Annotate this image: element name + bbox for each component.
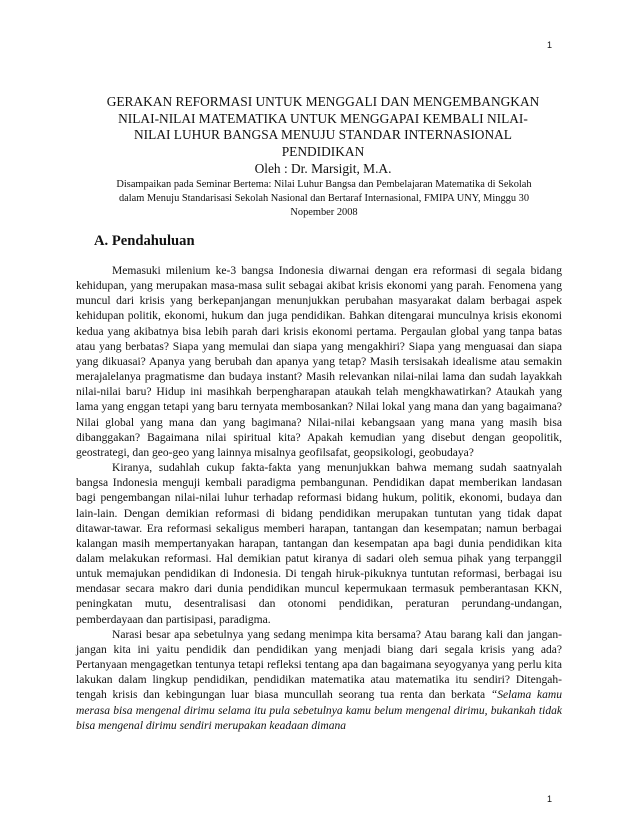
document-title	[76, 94, 570, 160]
body-text	[76, 264, 562, 734]
page-number-bottom: 1	[546, 794, 552, 804]
italic-quote: “Selama kamu merasa bisa mengenal dirimu selama itu pula sebetulnya kamu belum mengenal dirimu, bukankah tidak bisa mengenal dirimu sendiri merupakan keadaan dimana	[76, 689, 562, 732]
note-line: dalam Menuju Standarisasi Sekolah Nasional dan Bertaraf Internasional, FMIPA UNY, Minggu 30	[118, 193, 530, 204]
section-heading: A. Pendahuluan	[94, 233, 195, 249]
title-line: NILAI LUHUR BANGSA MENUJU STANDAR INTERNASIONAL	[134, 127, 512, 142]
title-line: GERAKAN REFORMASI UNTUK MENGGALI DAN MENGEMBANGKAN	[106, 94, 540, 109]
paragraph-text: Narasi besar apa sebetulnya yang sedang menimpa kita bersama? Atau barang kali dan jangan-jangan kita ini yaitu pendidik dan pendidikan yang menjadi biang dari segala krisis yang ada? Pertanyaan mengagetkan tentunya tetapi refleksi tentang apa dan bagaimana seyogyanya yang perlu kita lakukan dalam lingkup pendidikan, pendidikan matematika atau matematika itu sendiri? Ditengah-tengah krisis dan kebingungan luar biasa muncullah seorang tua renta dan berkata	[76, 628, 562, 702]
paragraph	[76, 628, 562, 734]
seminar-note	[82, 178, 566, 220]
paragraph: Kiranya, sudahlah cukup fakta-fakta yang menunjukkan bahwa memang sudah saatnyalah bangsa Indonesia menguji kembali paradigma pembangunan. Pendidikan dapat memberikan landasan bagi pengembangan nilai-nilai luhur terhadap reformasi bidang hukum, politik, ekonomi, budaya dan lain-lain. Dengan demikian reformasi di bidang pendidikan merupakan tuntutan yang tidak dapat ditawar-tawar. Era reformasi sekaligus memberi harapan, tantangan dan kesempatan; namun berbagai kalangan masih mempertanyakan harapan, tantangan dan kesempatan apa bagi dunia pendidikan kita dalam melakukan reformasi. Hal demikian patut kiranya di sadari oleh semua pihak yang terpanggil untuk memajukan pendidikan di Indonesia. Di tengah hiruk-pikuknya tuntutan reformasi, berbagai isu mendasar secara makro dari dunia pendidikan muncul kepermukaan termasuk pemberantasan KKN, peningkatan mutu, desentralisasi dan otonomi pendidikan, peraturan perundang-undangan, pemberdayaan dan partisipasi, paradigma.	[76, 462, 562, 626]
author-line: Oleh : Dr. Marsigit, M.A.	[254, 161, 392, 176]
note-line: Nopember 2008	[290, 207, 358, 218]
paragraph: Memasuki milenium ke-3 bangsa Indonesia diwarnai dengan era reformasi di segala bidang kehidupan, yang merupakan masa-masa sulit sebagai akibat krisis ekonomi yang parah. Fenomena yang muncul dari krisis yang berkepanjangan menunjukkan perubahan masyarakat dalam berbagai aspek kehidupan politik, ekonomi, hukum dan juga pendidikan. Bahkan ditengarai munculnya krisis ekonomi kedua yang akibatnya bisa lebih parah dari krisis ekonomi pertama. Pergaulan global yang tanpa batas atau yang berbatas? Siapa yang memulai dan siapa yang mengakhiri? Siapa yang menguasai dan siapa yang dikuasai? Apanya yang berubah dan apanya yang tetap? Masih tersisakah idealisme atau semakin merajalelanya pragmatisme dan budaya instant? Masih relevankan nilai-nilai lama dan sudah layakkah nilai-nilai baru? Hidup ini masihkah berpengharapan ataukah telah mengkhawatirkan? Ataukah yang lama yang enggan tetapi yang baru ternyata membosankan? Nilai lokal yang mana dan yang bagaimana? Nilai global yang mana dan yang bagimana? Nilai-nilai kebangsaan yang mana yang masih bisa dibanggakan? Bagaimana nilai spiritual kita? Apakah kemudian yang disebut dengan geopolitik, geostrategi, dan geo-geo yang lainnya misalnya geofilsafat, geopsikologi, geobudaya?	[76, 265, 562, 459]
page-number-top: 1	[546, 40, 552, 50]
note-line: Disampaikan pada Seminar Bertema: Nilai Luhur Bangsa dan Pembelajaran Matematika di Sekolah	[116, 179, 532, 190]
title-line: PENDIDIKAN	[281, 143, 365, 159]
title-line: NILAI-NILAI MATEMATIKA UNTUK MENGGAPAI KEMBALI NILAI-	[118, 110, 528, 126]
